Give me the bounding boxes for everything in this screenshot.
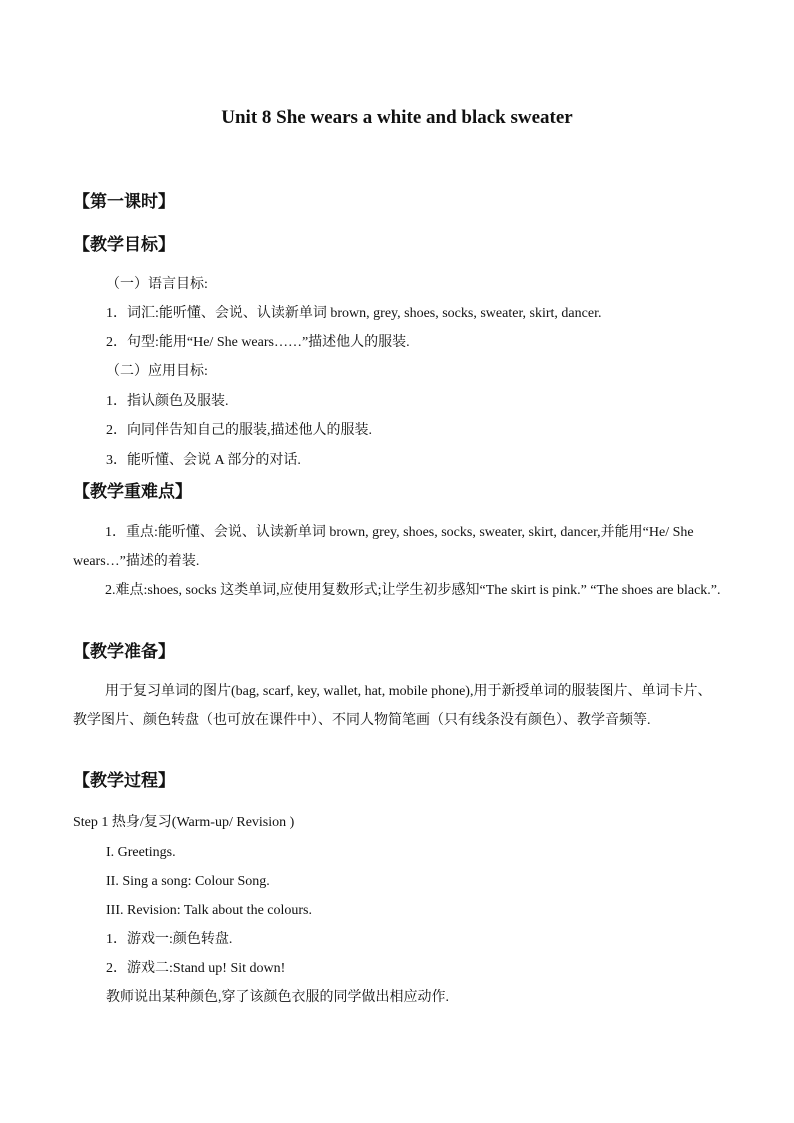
process-step-1: Step 1 热身/复习(Warm-up/ Revision ) bbox=[73, 815, 295, 830]
section-process-heading: 【教学过程】 bbox=[73, 771, 175, 791]
process-revision: III. Revision: Talk about the colours. bbox=[106, 903, 313, 918]
preparation-text: 用于复习单词的图片(bag, scarf, key, wallet, hat, mobile phone),用于新授单词的服装图片、单词卡片、教学图片、颜色转盘（也可放在课件中）、不同人物简笔画（只有线条没有颜色）、教学音频等. bbox=[73, 684, 712, 728]
document-title: Unit 8 She wears a white and black sweater bbox=[221, 107, 573, 128]
objectives-application-item-1: 1．指认颜色及服装. bbox=[106, 394, 229, 409]
key-points-item-1: 1．重点:能听懂、会说、认读新单词 brown, grey, shoes, socks, sweater, skirt, dancer,并能用“He/ She wears…”描述的着装. bbox=[73, 525, 694, 569]
section-key-points-heading: 【教学重难点】 bbox=[73, 482, 192, 502]
section-preparation-heading: 【教学准备】 bbox=[73, 642, 175, 662]
objectives-language-item-2: 2．句型:能用“He/ She wears……”描述他人的服装. bbox=[106, 335, 410, 350]
process-game-1: 1．游戏一:颜色转盘. bbox=[106, 932, 233, 947]
process-game-note: 教师说出某种颜色,穿了该颜色衣服的同学做出相应动作. bbox=[106, 990, 449, 1005]
objectives-language-heading: （一）语言目标: bbox=[106, 277, 208, 292]
objectives-language-item-1: 1．词汇:能听懂、会说、认读新单词 brown, grey, shoes, socks, sweater, skirt, dancer. bbox=[106, 306, 602, 321]
section-objectives-heading: 【教学目标】 bbox=[73, 235, 175, 255]
section-lesson-heading: 【第一课时】 bbox=[73, 192, 175, 212]
key-points-item-2: 2.难点:shoes, socks 这类单词,应使用复数形式;让学生初步感知“The skirt is pink.” “The shoes are black.”. bbox=[105, 583, 721, 598]
process-greetings: I. Greetings. bbox=[106, 845, 176, 860]
objectives-application-item-2: 2．向同伴告知自己的服装,描述他人的服装. bbox=[106, 423, 372, 438]
objectives-application-heading: （二）应用目标: bbox=[106, 364, 208, 379]
objectives-application-item-3: 3．能听懂、会说 A 部分的对话. bbox=[106, 453, 301, 468]
process-song: II. Sing a song: Colour Song. bbox=[106, 874, 270, 889]
process-game-2: 2．游戏二:Stand up! Sit down! bbox=[106, 961, 286, 976]
